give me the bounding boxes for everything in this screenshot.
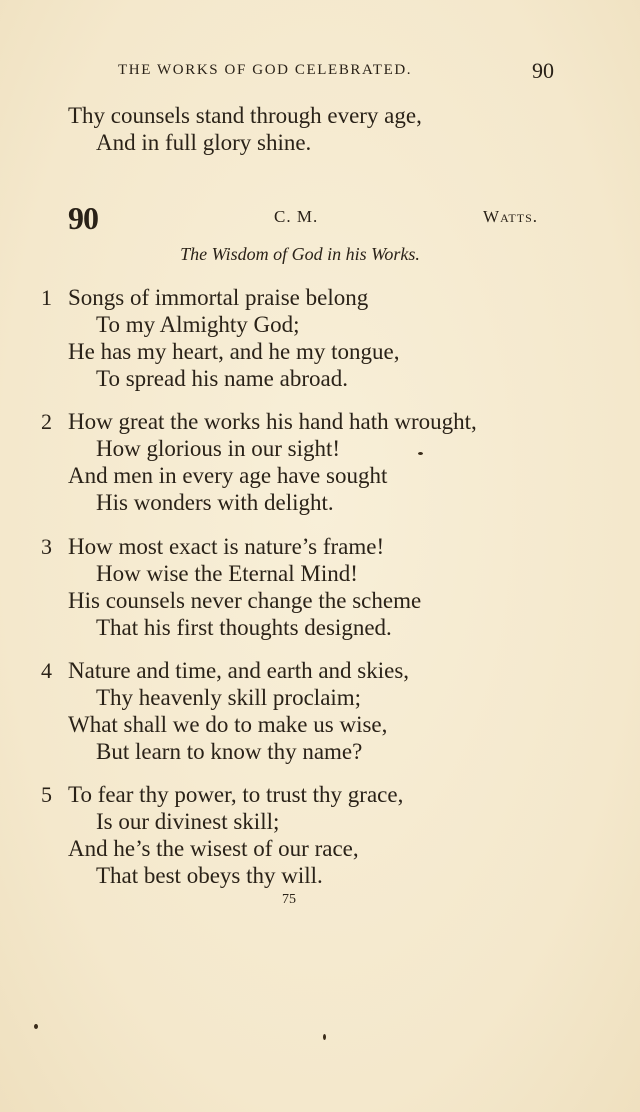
verse-line: His counsels never change the scheme — [68, 588, 422, 613]
stanza — [41, 658, 410, 766]
stanza — [41, 782, 404, 890]
stanza — [41, 534, 422, 642]
hymn-number: 90 — [68, 200, 98, 236]
verse-line: How great the works his hand hath wrought, — [68, 409, 477, 434]
verse-line: That his first thoughts designed. — [96, 615, 392, 640]
verse-line: And men in every age have sought — [68, 463, 388, 488]
verse-line: He has my heart, and he my tongue, — [68, 339, 400, 364]
stanza-number: 3 — [41, 534, 52, 559]
verse-line: To spread his name abroad. — [96, 366, 348, 391]
verse-line: Nature and time, and earth and skies, — [68, 658, 410, 683]
verse-line: And he’s the wisest of our race, — [68, 836, 359, 861]
verse-line: To fear thy power, to trust thy grace, — [68, 782, 404, 807]
stanza-number: 1 — [41, 285, 52, 310]
hymn-author: Watts. — [483, 207, 538, 226]
verse-line: That best obeys thy will. — [96, 863, 323, 888]
verse-line: How wise the Eternal Mind! — [96, 561, 358, 586]
verse-line: But learn to know thy name? — [96, 739, 363, 764]
stanza-number: 4 — [41, 658, 52, 683]
ink-speck — [323, 1034, 326, 1040]
verse-line: Songs of immortal praise belong — [68, 285, 369, 310]
continued-stanza — [68, 102, 422, 156]
verse-line: Thy heavenly skill proclaim; — [96, 685, 362, 710]
hymn-title: The Wisdom of God in his Works. — [180, 244, 420, 264]
verse-line: And in full glory shine. — [96, 130, 312, 155]
verse-line: Is our divinest skill; — [96, 809, 280, 834]
running-title: THE WORKS OF GOD CELEBRATED. — [118, 62, 413, 78]
signature-number: 75 — [282, 892, 296, 907]
ink-speck — [34, 1024, 38, 1029]
stanza — [41, 285, 400, 393]
verse-line: How glorious in our sight! — [96, 436, 341, 461]
verse-line: To my Almighty God; — [96, 312, 300, 337]
stanza-number: 2 — [41, 409, 52, 434]
stanza-number: 5 — [41, 782, 52, 807]
ink-speck — [418, 452, 423, 455]
verse-line: How most exact is nature’s frame! — [68, 534, 385, 559]
hymn-meter: C. M. — [274, 207, 319, 226]
hymn-heading — [68, 200, 538, 236]
stanza — [41, 409, 477, 517]
verse-line: His wonders with delight. — [96, 490, 334, 515]
verse-line: What shall we do to make us wise, — [68, 712, 388, 737]
page-number: 90 — [532, 58, 554, 83]
verse-line: Thy counsels stand through every age, — [68, 103, 422, 128]
